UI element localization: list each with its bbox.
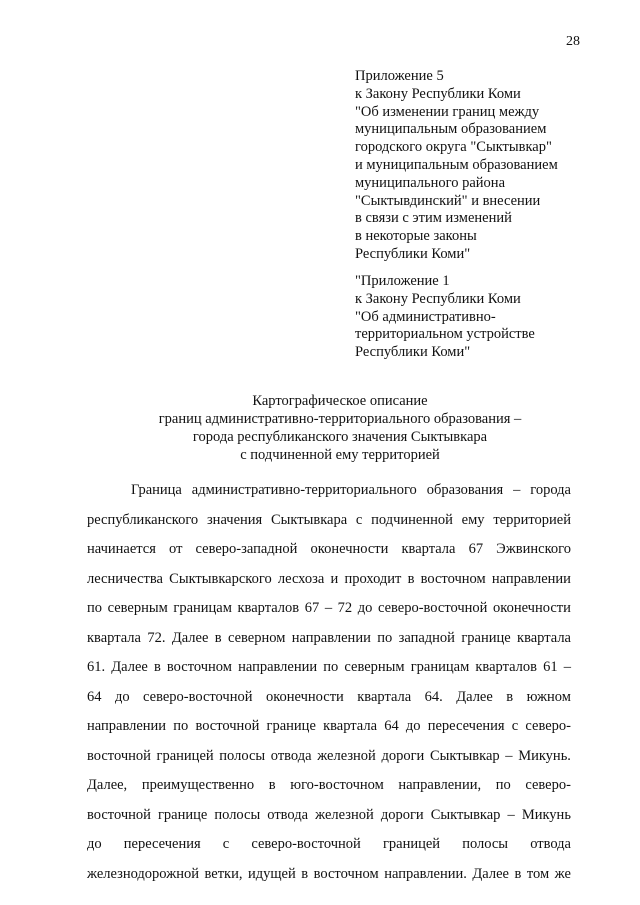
- body-line-words: [87, 594, 571, 624]
- body-line: [87, 476, 571, 506]
- body-word: Микунь.: [518, 747, 571, 764]
- body-line: [87, 860, 571, 890]
- body-line: [87, 742, 571, 772]
- body-word: –: [507, 806, 515, 823]
- body-line-words: [87, 712, 571, 742]
- appendix-5-line: к Закону Республики Коми: [355, 85, 521, 102]
- body-word: отвода: [530, 836, 571, 852]
- body-word: квартала: [87, 629, 141, 646]
- body-word: образования: [426, 482, 504, 498]
- body-word: северо-: [525, 718, 571, 734]
- body-word: восточной: [195, 718, 260, 734]
- body-word: квартала: [517, 629, 571, 646]
- body-word: 67: [468, 541, 484, 557]
- body-word: –: [513, 482, 521, 498]
- body-line: [87, 683, 571, 713]
- body-word: 64: [87, 688, 102, 705]
- body-line: [87, 624, 571, 654]
- body-word: направлении: [291, 629, 371, 646]
- body-word: восточном: [166, 659, 232, 675]
- body-word: Далее: [456, 688, 493, 705]
- body-line: [87, 506, 571, 536]
- body-line-words: [87, 506, 571, 536]
- body-word: границам: [173, 600, 232, 616]
- body-word: том: [526, 865, 550, 882]
- title-line: с подчиненной ему территорией: [240, 447, 440, 463]
- body-word: Далее: [472, 865, 509, 882]
- body-line-words: [131, 476, 571, 506]
- title-line: города республиканского значения Сыктывкара: [192, 429, 488, 445]
- body-word: проходит: [344, 570, 402, 587]
- body-line-words: [87, 801, 571, 831]
- title-line: границ административно-территориального образования –: [158, 411, 522, 427]
- body-word: границе: [266, 718, 316, 734]
- body-word: и: [330, 570, 339, 587]
- body-word: северо-: [525, 777, 571, 793]
- body-line-words: [87, 830, 571, 860]
- appendix-5-line: муниципального района: [355, 174, 505, 191]
- body-word: в: [407, 570, 415, 587]
- body-word: территорией: [493, 511, 571, 528]
- body-word: в: [301, 865, 309, 882]
- appendix-5-line: в связи с этим изменений: [355, 210, 512, 227]
- body-word: в: [514, 865, 522, 882]
- body-word: железной: [315, 806, 374, 823]
- body-word: восточной: [87, 747, 151, 764]
- appendix-1-line: "Об административно-: [355, 308, 496, 325]
- body-word: границей: [382, 836, 441, 852]
- body-word: республиканского: [87, 511, 199, 528]
- body-word: восточном: [313, 865, 379, 882]
- body-line-words: [87, 624, 571, 654]
- appendix-1-line: к Закону Республики Коми: [355, 290, 521, 307]
- body-line-words: [87, 771, 571, 801]
- body-word: в: [153, 659, 161, 675]
- body-word: с: [222, 836, 230, 852]
- appendix-1-line: территориальном устройстве: [355, 326, 535, 343]
- body-word: квартала: [323, 718, 378, 734]
- body-word: –: [324, 600, 333, 616]
- body-word: до: [87, 836, 102, 852]
- body-line-words: [87, 535, 571, 565]
- body-word: по: [87, 600, 103, 616]
- body-word: Далее,: [87, 777, 128, 793]
- body-word: кварталов: [237, 600, 300, 616]
- body-line-words: [87, 683, 571, 713]
- appendix-5-line: городского округа "Сыктывкар": [355, 139, 552, 156]
- body-line: [87, 771, 571, 801]
- body-word: лесхоза: [277, 570, 325, 587]
- body-word: ветки,: [204, 865, 243, 882]
- body-word: 72.: [147, 629, 166, 646]
- body-word: преимущественно: [141, 777, 255, 793]
- body-word: направлении.: [384, 865, 467, 882]
- body-word: –: [563, 659, 571, 675]
- body-word: восточной: [87, 806, 151, 823]
- body-word: Сыктывкар: [430, 806, 501, 823]
- body-word: оконечности: [265, 688, 344, 705]
- body-word: 64: [384, 718, 399, 734]
- body-word: границей: [156, 747, 214, 764]
- body-line-words: [87, 653, 571, 683]
- body-word: Далее: [111, 659, 148, 675]
- appendix-5-line: "Об изменении границ между: [355, 103, 540, 120]
- body-line-words: [87, 565, 571, 595]
- body-word: идущей: [248, 865, 296, 882]
- body-word: кварталов: [475, 659, 537, 675]
- appendix-1-header: [355, 273, 625, 362]
- body-word: оконечности: [310, 541, 389, 557]
- body-word: северным: [344, 659, 405, 675]
- body-word: северо-восточной: [143, 688, 253, 705]
- body-line: [87, 594, 571, 624]
- appendix-5-line: "Сыктывдинский" и внесении: [355, 192, 541, 209]
- body-line: [87, 712, 571, 742]
- body-word: отвода: [267, 806, 309, 823]
- body-word: значения: [206, 511, 263, 528]
- body-word: юго-восточном: [290, 777, 384, 793]
- appendix-5-line: в некоторые законы: [355, 228, 477, 245]
- body-word: пересечения: [123, 836, 201, 852]
- body-word: Сыктывкара: [271, 511, 348, 528]
- body-word: полосы: [214, 806, 261, 823]
- body-word: восточном: [420, 570, 486, 587]
- body-word: направлении: [87, 718, 167, 734]
- body-line: [87, 535, 571, 565]
- body-word: Сыктывкар: [429, 747, 500, 764]
- body-word: лесничества: [87, 570, 163, 587]
- body-word: отвода: [270, 747, 312, 764]
- body-line: [87, 801, 571, 831]
- body-word: в: [268, 777, 276, 793]
- body-word: же: [554, 865, 571, 882]
- body-word: квартала: [401, 541, 456, 557]
- appendix-5-header: [355, 68, 625, 264]
- page-number: 28: [566, 34, 580, 49]
- body-word: направлении: [238, 659, 318, 675]
- body-word: дороги: [380, 806, 424, 823]
- body-line-words: [87, 742, 571, 772]
- body-word: от: [169, 541, 183, 557]
- body-word: с: [355, 511, 363, 528]
- body-word: северо-восточной: [377, 600, 488, 616]
- body-word: дороги: [381, 747, 425, 764]
- body-word: полосы: [219, 747, 266, 764]
- body-word: начинается: [87, 541, 156, 557]
- body-word: в: [506, 688, 514, 705]
- body-line-words: [87, 860, 571, 890]
- body-word: административно-территориального: [191, 482, 417, 498]
- body-word: 67: [304, 600, 320, 616]
- body-word: Эжвинского: [496, 541, 571, 557]
- body-word: 64.: [424, 688, 443, 705]
- body-word: оконечности: [493, 600, 571, 616]
- body-word: 61.: [87, 659, 106, 675]
- body-word: границе: [461, 629, 511, 646]
- body-word: до: [114, 688, 130, 705]
- body-word: границам: [410, 659, 470, 675]
- body-word: Далее: [171, 629, 209, 646]
- body-word: по: [323, 659, 339, 675]
- body-paragraph: [87, 476, 571, 889]
- body-word: 72: [337, 600, 353, 616]
- body-word: южном: [526, 688, 571, 705]
- body-word: ему: [461, 511, 485, 528]
- appendix-5-line: Республики Коми": [355, 245, 471, 262]
- body-word: до: [357, 600, 373, 616]
- body-word: квартала: [357, 688, 412, 705]
- body-line: [87, 653, 571, 683]
- body-word: подчиненной: [371, 511, 453, 528]
- body-word: –: [505, 747, 513, 764]
- body-word: 61: [543, 659, 558, 675]
- body-word: железной: [317, 747, 376, 764]
- body-word: северным: [107, 600, 168, 616]
- appendix-5-line: Приложение 5: [355, 68, 444, 84]
- body-word: северном: [228, 629, 286, 646]
- body-word: железнодорожной: [87, 865, 199, 882]
- body-word: полосы: [462, 836, 509, 852]
- body-line: [87, 565, 571, 595]
- body-word: по: [377, 629, 393, 646]
- appendix-5-line: муниципальным образованием: [355, 121, 547, 138]
- body-word: западной: [398, 629, 455, 646]
- body-word: до: [405, 718, 421, 734]
- body-word: Микунь: [521, 806, 571, 823]
- body-word: северо-западной: [195, 541, 298, 557]
- body-word: с: [511, 718, 519, 734]
- appendix-5-line: и муниципальным образованием: [355, 156, 558, 173]
- body-word: направлении,: [398, 777, 482, 793]
- title-line: Картографическое описание: [252, 393, 428, 409]
- body-word: пересечения: [427, 718, 505, 734]
- body-word: направлении: [491, 570, 571, 587]
- body-word: по: [495, 777, 511, 793]
- document-title: [80, 392, 600, 464]
- body-word: границе: [157, 806, 208, 823]
- appendix-1-line: Республики Коми": [355, 344, 471, 361]
- body-word: в: [214, 629, 222, 646]
- body-word: Сыктывкарского: [169, 570, 272, 587]
- appendix-1-line: "Приложение 1: [355, 273, 450, 289]
- body-word: по: [173, 718, 189, 734]
- body-line: [87, 830, 571, 860]
- body-word: северо-восточной: [251, 836, 361, 852]
- body-word: города: [530, 482, 571, 498]
- body-word: Граница: [131, 482, 182, 498]
